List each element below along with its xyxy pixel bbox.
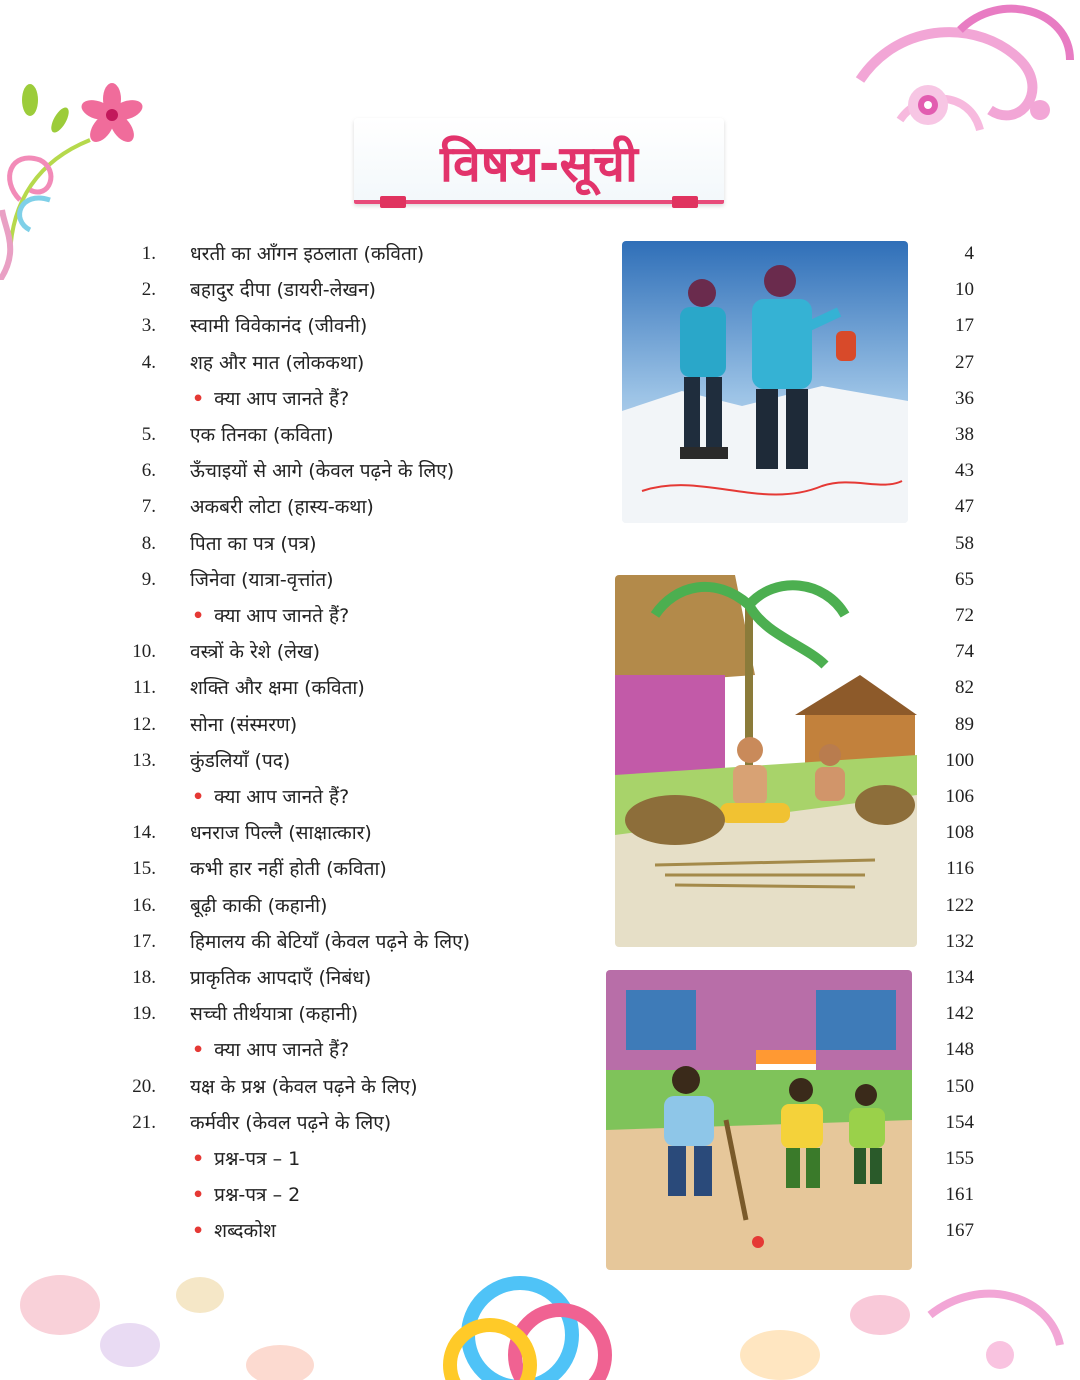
toc-title-wrapper bbox=[192, 1036, 349, 1062]
toc-title: कभी हार नहीं होती (कविता) bbox=[190, 858, 387, 881]
toc-title: यक्ष के प्रश्न (केवल पढ़ने के लिए) bbox=[190, 1075, 418, 1098]
toc-subitem[interactable] bbox=[0, 1175, 1080, 1211]
toc-title-wrapper bbox=[190, 1000, 358, 1026]
toc-item[interactable] bbox=[0, 415, 1080, 451]
toc-title: शक्ति और क्षमा (कविता) bbox=[190, 677, 365, 700]
toc-title-wrapper bbox=[190, 674, 365, 700]
bullet-icon: • bbox=[192, 1039, 205, 1062]
toc-item[interactable] bbox=[0, 451, 1080, 487]
toc-page-number: 27 bbox=[955, 351, 974, 373]
title-banner bbox=[354, 118, 724, 204]
toc-page-number: 82 bbox=[955, 677, 974, 699]
toc-subitem[interactable] bbox=[0, 1139, 1080, 1175]
toc-page-number: 122 bbox=[945, 894, 974, 916]
bullet-icon: • bbox=[192, 1148, 205, 1170]
toc-item[interactable] bbox=[0, 524, 1080, 560]
toc-item[interactable] bbox=[0, 994, 1080, 1030]
toc-subitem[interactable] bbox=[0, 596, 1080, 632]
toc-title: अकबरी लोटा (हास्य-कथा) bbox=[190, 496, 374, 519]
toc-page-number: 148 bbox=[945, 1039, 974, 1061]
floral-decoration-top-right bbox=[840, 0, 1080, 170]
toc-title: बहादुर दीपा (डायरी-लेखन) bbox=[190, 279, 376, 302]
toc-item[interactable] bbox=[0, 560, 1080, 596]
toc-title-wrapper bbox=[190, 240, 424, 266]
toc-page-number: 108 bbox=[945, 822, 974, 844]
toc-title: हिमालय की बेटियाँ (केवल पढ़ने के लिए) bbox=[190, 930, 471, 953]
toc-title-wrapper bbox=[190, 819, 372, 845]
toc-item[interactable] bbox=[0, 632, 1080, 668]
toc-number: 16. bbox=[132, 894, 156, 916]
toc-item[interactable] bbox=[0, 1103, 1080, 1139]
toc-title-wrapper bbox=[190, 457, 454, 483]
toc-title: वस्त्रों के रेशे (लेख) bbox=[190, 641, 321, 664]
toc-page-number: 17 bbox=[955, 315, 974, 337]
toc-title-wrapper bbox=[192, 783, 349, 809]
toc-number: 3. bbox=[141, 315, 156, 337]
toc-title-wrapper bbox=[190, 638, 320, 664]
toc-page-number: 116 bbox=[946, 858, 974, 880]
toc-page-number: 132 bbox=[945, 930, 974, 952]
toc-number: 8. bbox=[141, 532, 156, 554]
toc-item[interactable] bbox=[0, 306, 1080, 342]
toc-number: 21. bbox=[132, 1111, 156, 1133]
toc-item[interactable] bbox=[0, 668, 1080, 704]
toc-page-number: 47 bbox=[955, 496, 974, 518]
toc-title: शब्दकोश bbox=[214, 1220, 276, 1243]
toc-number: 4. bbox=[141, 351, 156, 373]
toc-title: प्रश्न-पत्र – 2 bbox=[214, 1184, 301, 1207]
toc-number: 5. bbox=[141, 424, 156, 445]
toc-number: 19. bbox=[132, 1003, 156, 1025]
toc-item[interactable] bbox=[0, 886, 1080, 922]
toc-title: बूढ़ी काकी (कहानी) bbox=[190, 894, 328, 917]
toc-number: 11. bbox=[132, 677, 156, 699]
toc-item[interactable] bbox=[0, 922, 1080, 958]
toc-item[interactable] bbox=[0, 234, 1080, 270]
toc-title: कुंडलियाँ (पद) bbox=[190, 749, 291, 772]
toc-number: 17. bbox=[132, 930, 156, 952]
toc-number: 1. bbox=[141, 243, 156, 264]
toc-page-number: 161 bbox=[945, 1184, 974, 1206]
banner-tab-right bbox=[672, 196, 698, 208]
toc-page-number: 38 bbox=[955, 424, 974, 445]
toc-title: एक तिनका (कविता) bbox=[190, 424, 334, 446]
toc-item[interactable] bbox=[0, 741, 1080, 777]
bullet-icon: • bbox=[192, 1184, 205, 1207]
bubbles-decoration-bottom bbox=[0, 1255, 1080, 1380]
toc-number: 13. bbox=[132, 749, 156, 771]
toc-page-number: 74 bbox=[955, 641, 974, 663]
bullet-icon: • bbox=[192, 605, 205, 627]
toc-page-number: 150 bbox=[945, 1075, 974, 1097]
toc-page-number: 155 bbox=[945, 1148, 974, 1169]
toc-title: प्राकृतिक आपदाएँ (निबंध) bbox=[190, 967, 372, 989]
toc-page-number: 4 bbox=[964, 243, 974, 264]
toc-subitem[interactable] bbox=[0, 1030, 1080, 1066]
toc-title-wrapper bbox=[190, 312, 367, 338]
toc-title-wrapper bbox=[190, 747, 290, 773]
toc-page-number: 36 bbox=[955, 387, 974, 409]
toc-title-wrapper bbox=[190, 1073, 418, 1099]
toc-item[interactable] bbox=[0, 343, 1080, 379]
toc-subitem[interactable] bbox=[0, 1211, 1080, 1247]
page-title: विषय-सूची bbox=[440, 135, 638, 193]
toc-title-wrapper bbox=[190, 1109, 391, 1135]
toc-title: सोना (संस्मरण) bbox=[190, 713, 298, 736]
toc-title: कर्मवीर (केवल पढ़ने के लिए) bbox=[190, 1111, 392, 1134]
toc-title: क्या आप जानते हैं? bbox=[214, 1039, 350, 1062]
toc-title-wrapper bbox=[190, 928, 470, 954]
toc-title: क्या आप जानते हैं? bbox=[214, 387, 350, 410]
toc-title: ऊँचाइयों से आगे (केवल पढ़ने के लिए) bbox=[190, 460, 455, 483]
toc-title-wrapper bbox=[190, 493, 374, 519]
toc-title-wrapper bbox=[190, 421, 334, 447]
toc-page-number: 154 bbox=[945, 1111, 974, 1133]
toc-number: 20. bbox=[132, 1075, 156, 1097]
toc-page-number: 167 bbox=[945, 1220, 974, 1242]
toc-title-wrapper bbox=[190, 711, 297, 737]
toc-title-wrapper bbox=[192, 385, 349, 411]
toc-title: पिता का पत्र (पत्र) bbox=[190, 532, 317, 555]
toc-title-wrapper bbox=[190, 892, 327, 918]
toc-title: क्या आप जानते हैं? bbox=[214, 605, 350, 627]
toc-title-wrapper bbox=[192, 1217, 276, 1243]
toc-item[interactable] bbox=[0, 813, 1080, 849]
toc-number: 14. bbox=[132, 822, 156, 844]
toc-page-number: 142 bbox=[945, 1003, 974, 1025]
toc-number: 12. bbox=[132, 713, 156, 735]
toc-item[interactable] bbox=[0, 270, 1080, 306]
toc-number: 7. bbox=[141, 496, 156, 518]
toc-number: 9. bbox=[141, 568, 156, 590]
toc-item[interactable] bbox=[0, 1067, 1080, 1103]
toc-subitem[interactable] bbox=[0, 777, 1080, 813]
toc-title-wrapper bbox=[192, 1145, 300, 1171]
toc-title-wrapper bbox=[192, 602, 349, 628]
toc-page-number: 89 bbox=[955, 713, 974, 735]
toc-title: शह और मात (लोककथा) bbox=[190, 351, 365, 374]
bullet-icon: • bbox=[192, 786, 205, 808]
toc-page-number: 134 bbox=[945, 967, 974, 988]
toc-number: 6. bbox=[141, 460, 156, 482]
toc-number: 18. bbox=[132, 967, 156, 988]
toc-title: सच्ची तीर्थयात्रा (कहानी) bbox=[190, 1003, 359, 1026]
toc-page-number: 100 bbox=[945, 749, 974, 771]
toc-title: धरती का आँगन इठलाता (कविता) bbox=[190, 243, 425, 265]
toc-page-number: 43 bbox=[955, 460, 974, 482]
toc-title-wrapper bbox=[190, 566, 334, 592]
toc-title-wrapper bbox=[190, 530, 316, 556]
toc-number: 10. bbox=[132, 641, 156, 663]
toc-item[interactable] bbox=[0, 849, 1080, 885]
toc-page-number: 10 bbox=[955, 279, 974, 301]
toc-page-number: 58 bbox=[955, 532, 974, 554]
banner-tab-left bbox=[380, 196, 406, 208]
toc-page-number: 65 bbox=[955, 568, 974, 590]
toc-number: 15. bbox=[132, 858, 156, 880]
bullet-icon: • bbox=[192, 1220, 205, 1243]
toc-title-wrapper bbox=[190, 964, 371, 990]
toc-title-wrapper bbox=[192, 1181, 300, 1207]
toc-title: प्रश्न-पत्र – 1 bbox=[214, 1148, 301, 1170]
toc-title: स्वामी विवेकानंद (जीवनी) bbox=[190, 315, 368, 338]
toc-page-number: 72 bbox=[955, 605, 974, 626]
toc-page-number: 106 bbox=[945, 786, 974, 807]
toc-title-wrapper bbox=[190, 855, 387, 881]
toc-subitem[interactable] bbox=[0, 379, 1080, 415]
toc-number: 2. bbox=[141, 279, 156, 301]
toc-title-wrapper bbox=[190, 349, 364, 375]
toc-item[interactable] bbox=[0, 487, 1080, 523]
toc-item[interactable] bbox=[0, 705, 1080, 741]
toc-title: क्या आप जानते हैं? bbox=[214, 786, 350, 808]
toc-title-wrapper bbox=[190, 276, 376, 302]
toc-title: जिनेवा (यात्रा-वृत्तांत) bbox=[190, 568, 334, 591]
bullet-icon: • bbox=[192, 387, 205, 410]
toc-item[interactable] bbox=[0, 958, 1080, 994]
toc-title: धनराज पिल्लै (साक्षात्कार) bbox=[190, 822, 372, 845]
